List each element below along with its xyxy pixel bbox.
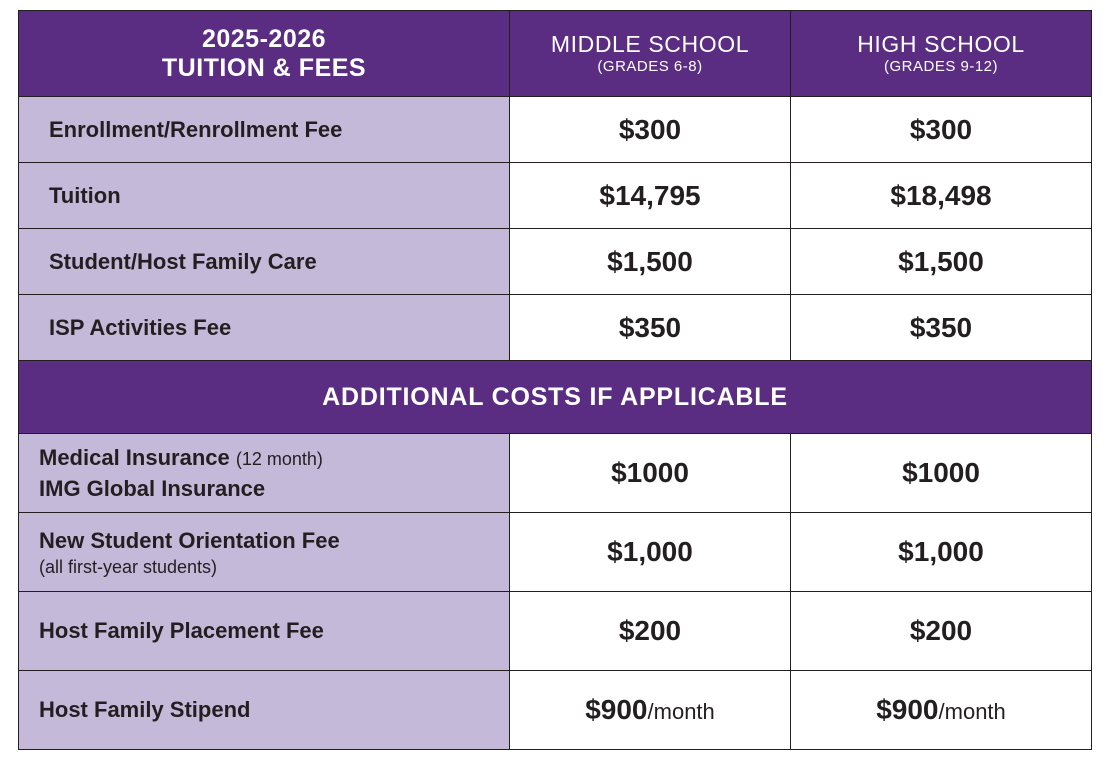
table-row — [19, 671, 1092, 750]
fee-label-cell — [19, 592, 510, 671]
orientation-fee-note: (all first-year students) — [39, 557, 218, 577]
fee-label-cell — [19, 671, 510, 750]
high-school-value: $200 — [791, 592, 1092, 671]
table-row — [19, 434, 1092, 513]
additional-costs-header-row — [19, 361, 1092, 434]
fee-label-cell — [19, 163, 510, 229]
tuition-fees-table — [18, 10, 1092, 750]
table-row — [19, 295, 1092, 361]
middle-school-value: $300 — [510, 97, 791, 163]
table-row — [19, 97, 1092, 163]
table-row — [19, 513, 1092, 592]
fee-label: Tuition — [49, 182, 121, 208]
middle-school-value: $1,000 — [510, 513, 791, 592]
medical-insurance-note: (12 month) — [235, 448, 323, 469]
high-school-value — [791, 671, 1092, 750]
table-title-year: 2025-2026 — [201, 24, 327, 53]
stipend-unit: /month — [647, 699, 715, 724]
middle-school-value: $350 — [510, 295, 791, 361]
table-row — [19, 163, 1092, 229]
table-title-cell — [19, 11, 510, 97]
middle-school-value — [510, 671, 791, 750]
fee-label-cell — [19, 513, 510, 592]
stipend-amount: $900 — [876, 694, 939, 725]
stipend-label: Host Family Stipend — [39, 697, 251, 722]
middle-school-header — [510, 11, 791, 97]
middle-school-value: $1,500 — [510, 229, 791, 295]
middle-school-value: $14,795 — [510, 163, 791, 229]
table-title: TUITION & FEES — [161, 53, 367, 82]
fee-label-cell — [19, 295, 510, 361]
fee-label: Enrollment/Renrollment Fee — [49, 116, 343, 142]
high-school-grades: (GRADES 9-12) — [883, 57, 999, 75]
table-row — [19, 592, 1092, 671]
fee-label-cell — [19, 229, 510, 295]
middle-school-value: $200 — [510, 592, 791, 671]
table-row — [19, 229, 1092, 295]
stipend-unit: /month — [938, 699, 1006, 724]
high-school-value: $18,498 — [791, 163, 1092, 229]
additional-costs-title: ADDITIONAL COSTS IF APPLICABLE — [19, 361, 1092, 434]
middle-school-grades: (GRADES 6-8) — [597, 57, 703, 75]
middle-school-value: $1000 — [510, 434, 791, 513]
high-school-value: $350 — [791, 295, 1092, 361]
fee-label: Student/Host Family Care — [49, 248, 317, 274]
high-school-value: $1,500 — [791, 229, 1092, 295]
high-school-value: $1000 — [791, 434, 1092, 513]
high-school-value: $300 — [791, 97, 1092, 163]
fee-label-cell — [19, 97, 510, 163]
high-school-header — [791, 11, 1092, 97]
high-school-title: HIGH SCHOOL — [857, 30, 1025, 57]
orientation-fee-label: New Student Orientation Fee — [39, 528, 340, 553]
table-header-row — [19, 11, 1092, 97]
middle-school-title: MIDDLE SCHOOL — [550, 30, 750, 57]
fee-label-cell — [19, 434, 510, 513]
medical-label-line — [39, 443, 509, 474]
fee-label: ISP Activities Fee — [49, 314, 232, 340]
placement-fee-label: Host Family Placement Fee — [39, 618, 324, 643]
stipend-amount: $900 — [585, 694, 648, 725]
medical-insurance-provider: IMG Global Insurance — [39, 475, 266, 501]
medical-insurance-label: Medical Insurance — [39, 444, 230, 470]
high-school-value: $1,000 — [791, 513, 1092, 592]
